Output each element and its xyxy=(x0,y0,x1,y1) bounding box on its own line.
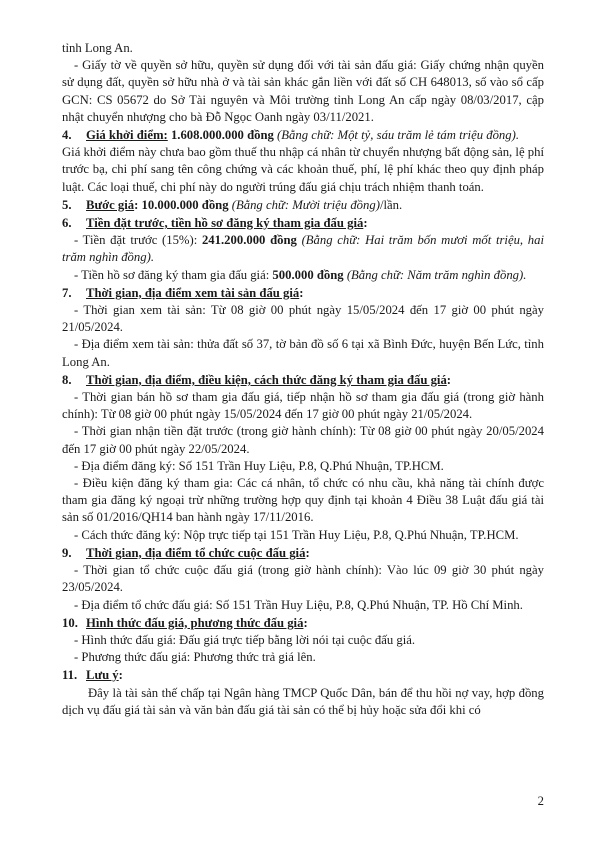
deposit-line xyxy=(62,232,544,266)
starting-price-words: (Bằng chữ: Một tỷ, sáu trăm lẻ tám triệu đồng). xyxy=(273,128,520,143)
section-label: Giá khởi điểm: xyxy=(86,128,168,143)
registration-method-line: - Cách thức đăng ký: Nộp trực tiếp tại 151 Trần Huy Liệu, P.8, Q.Phú Nhuận, TP.HCM. xyxy=(74,527,519,542)
price-step-value: : 10.000.000 đồng xyxy=(134,197,229,212)
section-number: 9. xyxy=(62,545,72,560)
deposit-label: - Tiền đặt trước (15%): xyxy=(74,233,202,248)
section-colon: : xyxy=(303,615,308,630)
section-5-heading xyxy=(62,197,544,214)
registration-conditions-line: - Điều kiện đăng ký tham gia: Các cá nhân, tổ chức có nhu cầu, khả năng tài chính được tham gia đăng ký ngoại trừ những trường hợp quy định tại khoản 4 Điều 38 Luật đấu giá tài sản số 01/2016/QH14 ban hành ngày 17/11/2016. xyxy=(62,476,544,525)
section-colon: : xyxy=(446,372,452,387)
price-step-tail: /lần. xyxy=(379,197,403,212)
dossier-sale-time-line: - Thời gian bán hồ sơ tham gia đấu giá, tiếp nhận hồ sơ tham gia đấu giá (trong giờ hành chính): Từ 08 giờ 00 phút ngày 15/05/2024 đến 17 giờ 00 phút ngày 21/05/2024. xyxy=(62,390,544,422)
auction-form-line: - Hình thức đấu giá: Đấu giá trực tiếp bằng lời nói tại cuộc đấu giá. xyxy=(74,632,416,647)
section-label: Thời gian, địa điểm, điều kiện, cách thức đăng ký tham gia đấu giá xyxy=(86,372,447,387)
section-colon: : xyxy=(299,285,304,300)
section-7-heading xyxy=(62,285,544,302)
deposit-value: 241.200.000 đồng xyxy=(201,233,297,248)
dossier-fee-line xyxy=(62,267,544,284)
section-6-heading xyxy=(62,215,544,232)
deposit-time-line: - Thời gian nhận tiền đặt trước (trong giờ hành chính): Từ 08 giờ 00 phút ngày 20/05/2024 đến 17 giờ 00 phút ngày 22/05/2024. xyxy=(62,424,544,456)
text-line: tỉnh Long An. xyxy=(62,41,133,55)
section-number: 11. xyxy=(62,668,78,683)
viewing-location-line: - Địa điểm xem tài sản: thửa đất số 37, tờ bản đồ số 6 tại xã Bình Đức, huyện Bến Lức, tỉnh Long An. xyxy=(62,337,544,369)
dossier-fee-words: (Bằng chữ: Năm trăm nghìn đồng). xyxy=(343,267,527,282)
section-11-heading xyxy=(62,667,544,684)
registration-location-line: - Địa điểm đăng ký: Số 151 Trần Huy Liệu, P.8, Q.Phú Nhuận, TP.HCM. xyxy=(74,458,444,473)
dossier-fee-label: - Tiền hồ sơ đăng ký tham gia đấu giá: xyxy=(74,267,273,282)
section-number: 6. xyxy=(62,216,72,231)
section-colon: : xyxy=(118,668,123,683)
price-step-words: (Bằng chữ: Mười triệu đồng) xyxy=(228,197,380,212)
section-label: Thời gian, địa điểm xem tài sản đấu giá xyxy=(86,285,300,300)
section-number: 4. xyxy=(62,128,72,143)
viewing-time-line: - Thời gian xem tài sản: Từ 08 giờ 00 phút ngày 15/05/2024 đến 17 giờ 00 phút ngày 21/05/2024. xyxy=(62,303,544,335)
section-label: Tiền đặt trước, tiền hồ sơ đăng ký tham gia đấu giá xyxy=(86,216,364,231)
section-number: 10. xyxy=(62,615,78,630)
section-number: 5. xyxy=(62,197,72,212)
section-label: Lưu ý xyxy=(86,668,119,683)
section-4-text: Giá khởi điểm này chưa bao gồm thuế thu nhập cá nhân từ chuyển nhượng bất động sản, lệ phí trước bạ, chi phí sang tên công chứng và các khoản thuế, phí, lệ phí khác theo quy định pháp luật. Các loại thuế, chi phí này do người trúng đấu giá chịu trách nhiệm thanh toán. xyxy=(62,145,544,194)
section-label: Hình thức đấu giá, phương thức đấu giá xyxy=(86,615,304,630)
auction-time-line: - Thời gian tổ chức cuộc đấu giá (trong giờ hành chính): Vào lúc 09 giờ 30 phút ngày 23/05/2024. xyxy=(62,563,544,595)
section-4-heading xyxy=(62,127,544,144)
starting-price-value: 1.608.000.000 đồng xyxy=(167,128,274,143)
section-9-heading xyxy=(62,545,544,562)
auction-location-line: - Địa điểm tổ chức đấu giá: Số 151 Trần Huy Liệu, P.8, Q.Phú Nhuận, TP. Hồ Chí Minh. xyxy=(74,597,523,612)
note-paragraph: Đây là tài sản thế chấp tại Ngân hàng TMCP Quốc Dân, bán để thu hồi nợ vay, hợp đồng dịch vụ đấu giá tài sản và văn bản đấu giá tài sản có thể bị hủy hoặc sửa đổi khi có xyxy=(62,685,544,717)
section-colon: : xyxy=(363,216,368,231)
section-8-heading xyxy=(62,372,544,389)
auction-method-line: - Phương thức đấu giá: Phương thức trả giá lên. xyxy=(74,650,316,665)
section-colon: : xyxy=(305,545,310,560)
section-label: Bước giá xyxy=(86,197,135,212)
deposit-words: (Bằng chữ: Hai trăm bốn mươi mốt triệu, hai trăm nghìn đồng). xyxy=(62,233,545,265)
ownership-paragraph: - Giấy tờ về quyền sở hữu, quyền sử dụng đối với tài sản đấu giá: Giấy chứng nhận quyền sử dụng đất, quyền sở hữu nhà ở và tài sản khác gắn liền với đất số CH 648013, số vào sổ cấp GCN: CS 05672 do Sở Tài nguyên và Môi trường tỉnh Long An cấp ngày 08/03/2017, cập nhật chuyển nhượng cho bà Đỗ Ngọc Oanh ngày 03/11/2021. xyxy=(62,58,544,124)
section-number: 7. xyxy=(62,285,72,300)
section-number: 8. xyxy=(62,372,72,387)
page-number: 2 xyxy=(537,794,544,808)
section-label: Thời gian, địa điểm tổ chức cuộc đấu giá xyxy=(86,545,306,560)
dossier-fee-value: 500.000 đồng xyxy=(272,267,344,282)
section-10-heading xyxy=(62,615,544,632)
